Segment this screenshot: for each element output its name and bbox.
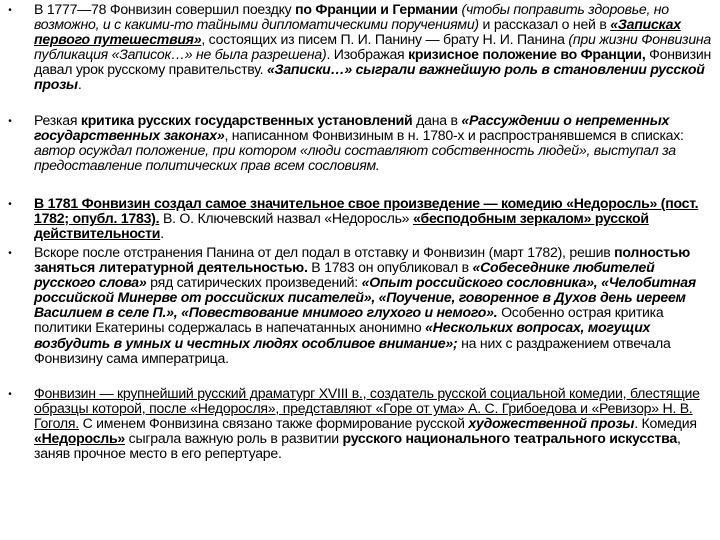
text-run: . bbox=[77, 76, 82, 93]
text-run: дана в bbox=[412, 112, 462, 128]
text-run: сыграла важную роль в развитии bbox=[125, 430, 343, 447]
text-run: «Нескольких вопросах, могущих возбудить в умных и честных людях особливое внимание»; bbox=[34, 319, 651, 351]
paragraph bbox=[34, 196, 714, 241]
text-run: критика русских государственных установлений bbox=[80, 112, 413, 128]
paragraph bbox=[34, 113, 714, 173]
text-run: «Рассуждении о непременных государственных законах» bbox=[34, 112, 670, 144]
text-run: Вскоре после отстранения Панина от дел подал в отставку и Фонвизин (март 1782), решив bbox=[34, 244, 615, 260]
text-run: Особенно острая критика политики Екатерины содержалась в напечатанных анонимно bbox=[34, 304, 664, 336]
bullet-icon: • bbox=[8, 5, 12, 16]
text-run: Резкая bbox=[34, 112, 81, 128]
text-run: полностью заняться литературной деятельностью. bbox=[34, 244, 690, 276]
text-run: «Опыт российского сословника», «Челобитная российской Минерве от российских писателей», «Поучение, говоренное в Духов день иереем Василием в селе П.», «Повествование мнимого глухого и немого». bbox=[34, 274, 696, 321]
text-run: В 1781 Фонвизин создал самое значительное свое произведение — комедию «Недоросль» (пост. 1782; опубл. 1783). bbox=[34, 195, 699, 227]
text-run: (при жизни Фонвизина публикация «Записок…» не была разрешена) bbox=[34, 31, 712, 63]
text-run: художественной прозы bbox=[468, 415, 635, 432]
bullet-icon: • bbox=[8, 248, 12, 259]
text-run: кризисное положение во Франции, bbox=[408, 46, 646, 63]
text-run: русского национального театрального искусства bbox=[342, 430, 677, 447]
bullet-icon: • bbox=[8, 389, 12, 400]
text-run: Фонвизин — крупнейший русский драматург XVIII в., создатель русской социальной комедии, блестящие образцы которой, после «Недоросля», представляют «Горе от ума» А. С. Грибоедова и «Ревизор» Н. В. Гоголя. bbox=[34, 385, 700, 432]
text-run: (чтобы поправить здоровье, но возможно, и с какими-то тайными дипломатическими поручениями) bbox=[34, 1, 669, 33]
text-run: В 1777—78 Фонвизин совершил поездку bbox=[34, 1, 296, 17]
paragraph bbox=[34, 245, 714, 366]
text-run: , заняв прочное место в его репертуаре. bbox=[34, 430, 681, 462]
text-run: С именем Фонвизина связано также формирование русской bbox=[78, 415, 469, 432]
text-run: «бесподобным зеркалом» русской действительности bbox=[34, 210, 649, 242]
text-run: «Недоросль» bbox=[34, 430, 125, 447]
text-run: «Записках первого путешествия» bbox=[34, 16, 681, 48]
text-run: автор осуждал положение, при котором «люди составляют собственность людей», выступал за предоставление политических прав всем сословиям. bbox=[34, 142, 676, 174]
bullet-icon: • bbox=[8, 199, 12, 210]
text-run: . bbox=[160, 225, 164, 242]
text-run: В 1783 он опубликовал в bbox=[307, 259, 473, 276]
text-run: ряд сатирических произведений: bbox=[146, 274, 362, 291]
text-run: , написанном Фонвизиным в н. 1780-х и распространявшемся в списках: bbox=[224, 127, 684, 144]
paragraph bbox=[34, 386, 714, 461]
text-run: и рассказал о ней в bbox=[478, 16, 611, 33]
text-run: , состоящих из писем П. И. Панину — брату Н. И. Панина bbox=[201, 31, 569, 48]
text-run: «Собеседнике любителей русского слова» bbox=[34, 259, 655, 291]
text-run: Фонвизин давал урок русскому правительству. bbox=[34, 46, 711, 78]
text-run: В. О. Ключевский назвал «Недоросль» bbox=[159, 210, 413, 227]
text-run: . Изображая bbox=[326, 46, 409, 63]
paragraph bbox=[34, 2, 714, 93]
text-run: «Записки…» сыграли важнейшую роль в становлении русской прозы bbox=[34, 61, 705, 93]
text-run: по Франции и Германии bbox=[295, 1, 458, 17]
bullet-icon: • bbox=[8, 116, 12, 127]
text-run: . Комедия bbox=[634, 415, 697, 432]
text-run: на них с раздражением отвечала Фонвизину сама императрица. bbox=[34, 334, 671, 366]
